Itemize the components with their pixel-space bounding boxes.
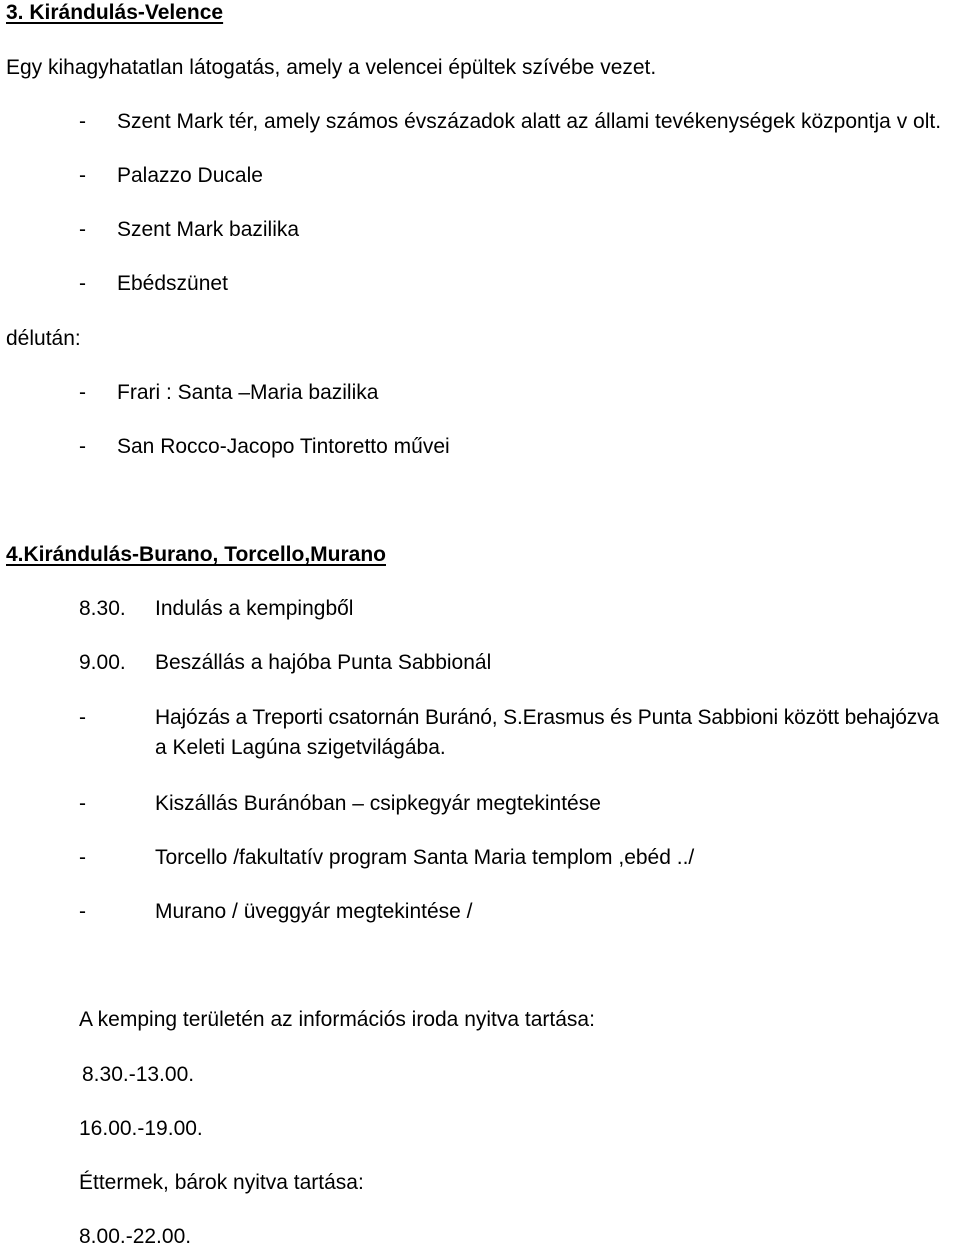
schedule-text: Indulás a kempingből [155,597,354,620]
list-item: Kiszállás Buránóban – csipkegyár megtekintése [155,792,601,815]
list-item-continuation: a Keleti Lagúna szigetvilágába. [155,736,446,759]
list-bullet: - [79,435,86,458]
office-hours-morning: 8.30.-13.00. [82,1063,195,1086]
office-hours-label: A kemping területén az információs iroda nyitva tartása: [79,1008,595,1031]
list-bullet: - [79,218,86,241]
section3-intro: Egy kihagyhatatlan látogatás, amely a velencei épültek szívébe vezet. [6,56,657,79]
schedule-time: 8.30. [79,597,126,620]
list-item: Frari : Santa –Maria bazilika [117,381,379,404]
schedule-time: 9.00. [79,651,126,674]
list-bullet: - [79,164,86,187]
restaurants-hours: 8.00.-22.00. [79,1225,192,1248]
list-bullet: - [79,792,86,815]
list-item: San Rocco-Jacopo Tintoretto művei [117,435,450,458]
list-item: Torcello /fakultatív program Santa Maria templom ,ebéd ../ [155,846,695,869]
list-item: Ebédszünet [117,272,228,295]
restaurants-hours-label: Éttermek, bárok nyitva tartása: [79,1171,364,1194]
list-item: Hajózás a Treporti csatornán Buránó, S.Erasmus és Punta Sabbioni között behajózva [155,706,939,729]
list-bullet: - [79,846,86,869]
afternoon-label: délután: [6,327,81,350]
list-bullet: - [79,272,86,295]
list-bullet: - [79,706,86,729]
list-item: Murano / üveggyár megtekintése / [155,900,473,923]
list-bullet: - [79,900,86,923]
section4-title: 4.Kirándulás-Burano, Torcello,Murano [6,543,386,566]
list-bullet: - [79,381,86,404]
section3-title: 3. Kirándulás-Velence [6,1,224,24]
office-hours-afternoon: 16.00.-19.00. [79,1117,203,1140]
list-bullet: - [79,110,86,133]
list-item: Szent Mark bazilika [117,218,300,241]
list-item: Palazzo Ducale [117,164,263,187]
schedule-text: Beszállás a hajóba Punta Sabbionál [155,651,492,674]
list-item: Szent Mark tér, amely számos évszázadok alatt az állami tevékenységek központja v olt. [117,110,942,133]
